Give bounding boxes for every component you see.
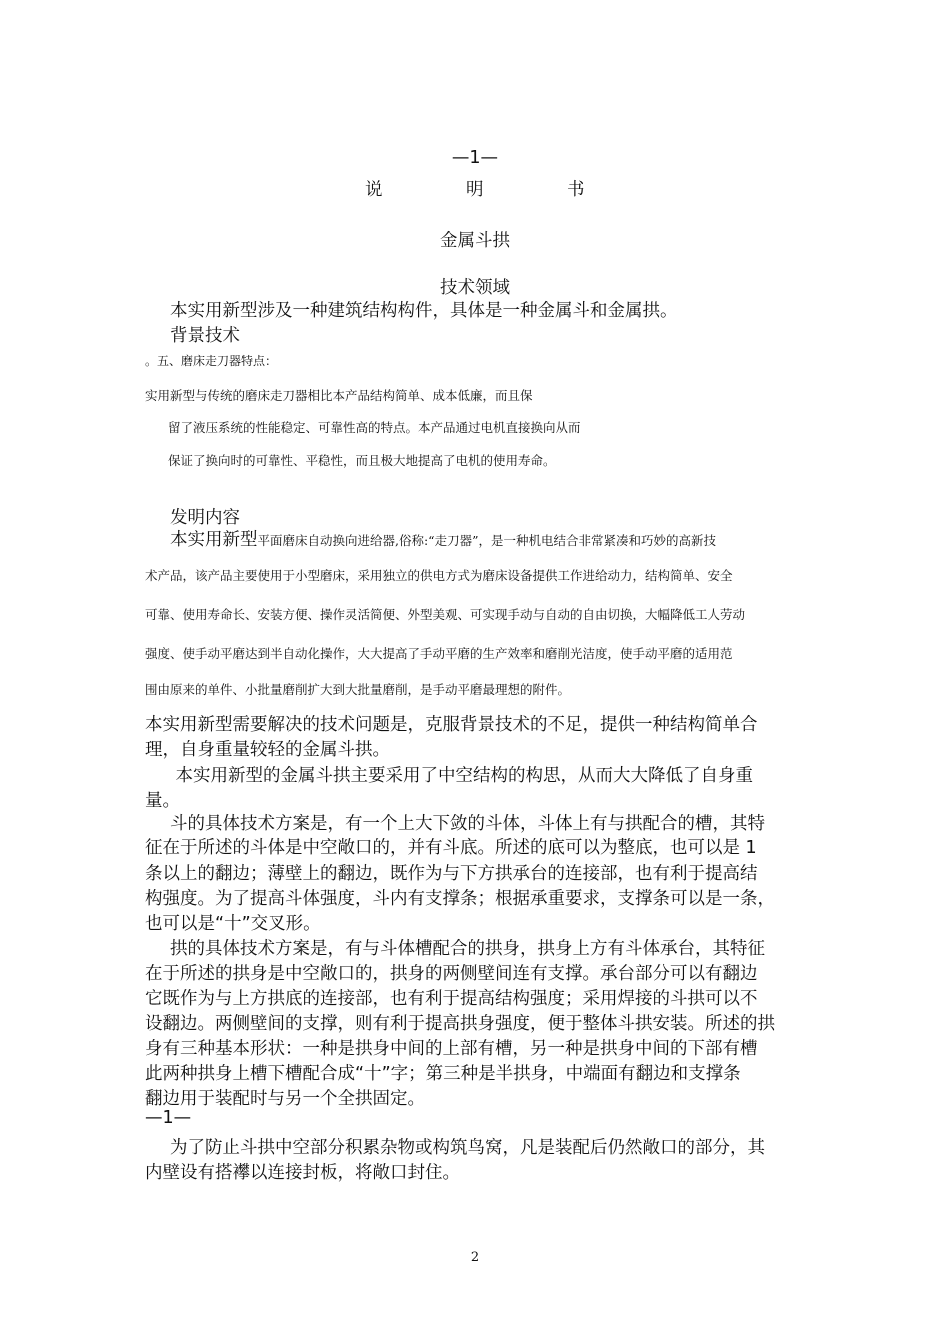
subject-title: 金属斗拱 [440,231,510,251]
body-line: 斗的具体技术方案是，有一个上大下敛的斗体，斗体上有与拱配合的槽，其特 [170,814,765,834]
background-line: 保证了换向时的可靠性、平稳性，而且极大地提高了电机的使用寿命。 [168,453,556,468]
field-paragraph: 本实用新型涉及一种建筑结构构件，具体是一种金属斗和金属拱。 [170,301,678,321]
background-line: 。五、磨床走刀器特点： [145,354,278,368]
background-line: 留了液压系统的性能稳定、可靠性高的特点。本产品通过电机直接换向从而 [168,420,581,435]
body-line: 理，自身重量较轻的金属斗拱。 [145,740,390,760]
body-line: 在于所述的拱身是中空敞口的，拱身的两侧壁间连有支撑。承台部分可以有翻边 [145,964,758,984]
body-line: 设翻边。两侧壁间的支撑，则有利于提高拱身强度，便于整体斗拱安装。所述的拱 [145,1014,775,1034]
invention-lead-big: 本实用新型 [170,530,258,550]
page-number: 2 [470,1250,480,1265]
invention-lead-line [170,526,716,551]
body-line: 量。 [145,791,180,811]
background-line: 实用新型与传统的磨床走刀器相比本产品结构简单、成本低廉，而且保 [145,388,533,403]
body-line: 本实用新型需要解决的技术问题是，克服背景技术的不足，提供一种结构简单合 [145,715,758,735]
section-heading-field: 技术领域 [440,278,510,298]
doc-title-char-3: 书 [567,180,585,200]
body-line: 构强度。为了提高斗体强度，斗内有支撑条；根据承重要求，支撑条可以是一条， [145,889,775,909]
closing-line: 为了防止斗拱中空部分积累杂物或构筑鸟窝，凡是装配后仍然敞口的部分，其 [170,1138,765,1158]
section-heading-invention: 发明内容 [170,508,240,528]
body-line: 翻边用于装配时与另一个全拱固定。 [145,1089,425,1109]
invention-small-line: 围由原来的单件、小批量磨削扩大到大批量磨削，是手动平磨最理想的附件。 [145,682,571,697]
body-line: 身有三种基本形状：一种是拱身中间的上部有槽，另一种是拱身中间的下部有槽 [145,1039,758,1059]
body-line: 也可以是“十”交叉形。 [145,914,321,934]
body-line: 它既作为与上方拱底的连接部，也有利于提高结构强度；采用焊接的斗拱可以不 [145,989,758,1009]
body-line: 条以上的翻边；薄壁上的翻边，既作为与下方拱承台的连接部，也有利于提高结 [145,864,758,884]
closing-line: 内壁设有搭襻以连接封板，将敞口封住。 [145,1163,460,1183]
body-line: 征在于所述的斗体是中空敞口的，并有斗底。所述的底可以为整底，也可以是 1 [145,838,757,858]
section-heading-background: 背景技术 [170,326,240,346]
body-line: 本实用新型的金属斗拱主要采用了中空结构的构思，从而大大降低了自身重 [158,766,753,786]
doc-title-char-2: 明 [466,180,484,200]
invention-lead-small: 平面磨床自动换向进给器,俗称:“走刀器”，是一种机电结合非常紧凑和巧妙的高新技 [257,533,716,548]
doc-title-char-1: 说 [365,180,383,200]
invention-small-line: 术产品，该产品主要使用于小型磨床，采用独立的供电方式为磨床设备提供工作进给动力，结构简单、安全 [145,568,733,583]
body-line: 此两种拱身上槽下槽配合成“十”字；第三种是半拱身，中端面有翻边和支撑条 [145,1064,741,1084]
body-line: 拱的具体技术方案是，有与斗体槽配合的拱身，拱身上方有斗体承台，其特征 [170,939,765,959]
page-marker-bottom: —1— [145,1108,192,1128]
page-marker-top: —1— [451,148,499,168]
invention-small-line: 可靠、使用寿命长、安装方便、操作灵活简便、外型美观、可实现手动与自动的自由切换，大幅降低工人劳动 [145,607,746,622]
invention-small-line: 强度、使手动平磨达到半自动化操作，大大提高了手动平磨的生产效率和磨削光洁度，使手动平磨的适用范 [145,646,733,661]
